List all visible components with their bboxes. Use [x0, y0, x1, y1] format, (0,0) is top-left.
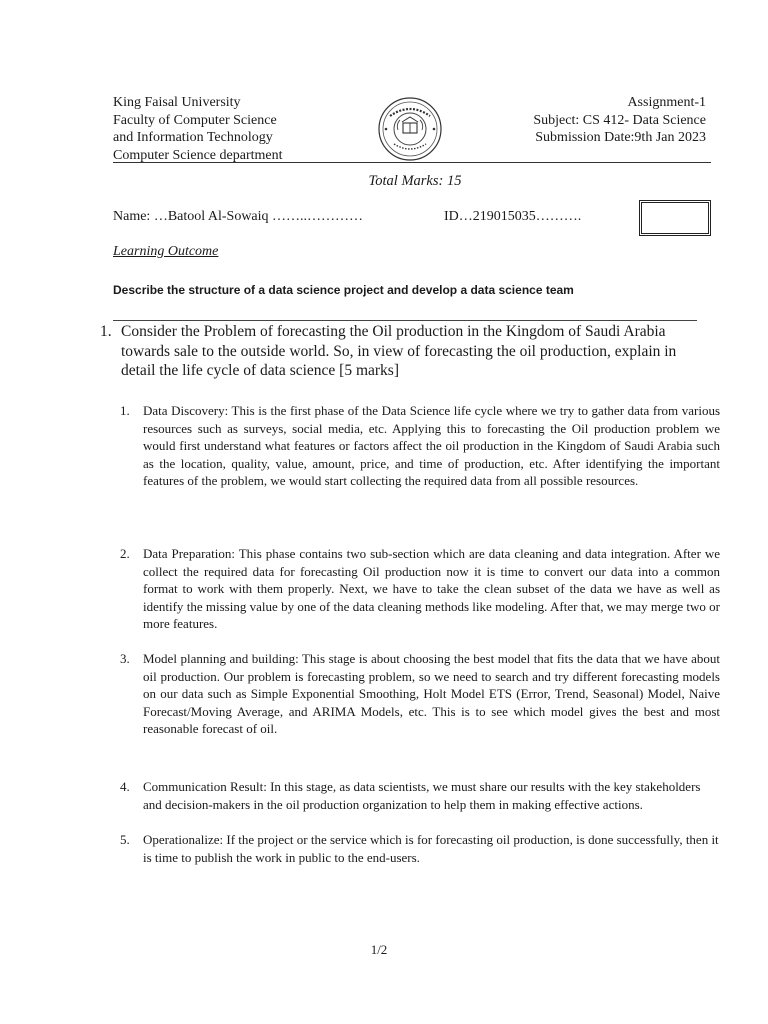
student-name: Name: …Batool Al-Sowaiq ……..………… [113, 209, 364, 224]
learning-outcome-label: Learning Outcome [113, 244, 219, 259]
faculty-name: Faculty of Computer Science [113, 112, 277, 128]
university-name: King Faisal University [113, 95, 241, 110]
answer-text: Data Preparation: This phase contains two sub-section which are data cleaning and data integration. After we collect the required data for forecasting Oil production now it is time to convert our data into a common format to work with them properly. Next, we have to take the clean subset of the data we have as well as identify the missing value by one of the data cleaning methods like modeling. After that, we may merge two or more features. [143, 546, 720, 631]
total-marks: Total Marks: 15 [368, 173, 462, 189]
question-text: Consider the Problem of forecasting the Oil production in the Kingdom of Saudi Arabia towards sale to the outside world. So, in view of forecasting the oil production, explain in detail the life cycle of data science [5 marks] [121, 323, 677, 379]
answer-item [120, 545, 720, 633]
page-number: 1/2 [370, 942, 388, 957]
answer-number: 1. [120, 403, 130, 418]
subject: Subject: CS 412- Data Science [533, 112, 706, 128]
answer-text: Communication Result: In this stage, as data scientists, we must share our results with the key stakeholders and decision-makers in the oil production organization to help them in making effective actions. [143, 779, 701, 812]
marks-box [639, 200, 711, 236]
faculty-name-cont: and Information Technology [113, 130, 273, 145]
answer-number: 2. [120, 546, 130, 561]
question-1 [100, 322, 700, 381]
answer-text: Operationalize: If the project or the service which is for forecasting oil production, is done successfully, then it is time to publish the work in public to the end-users. [143, 832, 719, 865]
assignment-title: Assignment-1 [627, 95, 706, 110]
student-id: ID…219015035………. [444, 209, 582, 224]
answer-item [120, 650, 720, 738]
question-number: 1. [100, 323, 112, 340]
answer-item [120, 402, 720, 490]
answer-item [120, 831, 720, 866]
university-info [113, 94, 283, 164]
learning-outcome-text: Describe the structure of a data science project and develop a data science team [113, 283, 574, 297]
answer-text: Data Discovery: This is the first phase of the Data Science life cycle where we try to gather data from various resources such as surveys, social media, etc. Applying this to forecasting the Oil production problem we would first understand what features or factors affect the oil production in the Kingdom of Saudi Arabia such as the location, quality, value, amount, price, and time of production, etc. After identifying the important features of the problem, we would start collecting the required data from all possible resources. [143, 403, 720, 488]
answer-item [120, 778, 720, 813]
header-divider [113, 162, 711, 163]
university-seal-icon [372, 96, 448, 162]
answer-number: 5. [120, 832, 130, 847]
section-divider [113, 320, 697, 321]
assignment-info [533, 94, 706, 147]
answer-number: 3. [120, 651, 130, 666]
submission-date: Submission Date:9th Jan 2023 [535, 130, 706, 145]
department-name: Computer Science department [113, 147, 283, 163]
answer-text: Model planning and building: This stage is about choosing the best model that fits the data that we have about oil production. Our problem is forecasting problem, so we need to search and try different forecasting models on our data such as Simple Exponential Smoothing, Holt Model ETS (Error, Trend, Seasonal) Model, Naive Forecast/Moving Average, and ARIMA Models, etc. This is to see which model gives the best and most reasonable forecast of oil. [143, 651, 720, 736]
answer-number: 4. [120, 779, 130, 794]
